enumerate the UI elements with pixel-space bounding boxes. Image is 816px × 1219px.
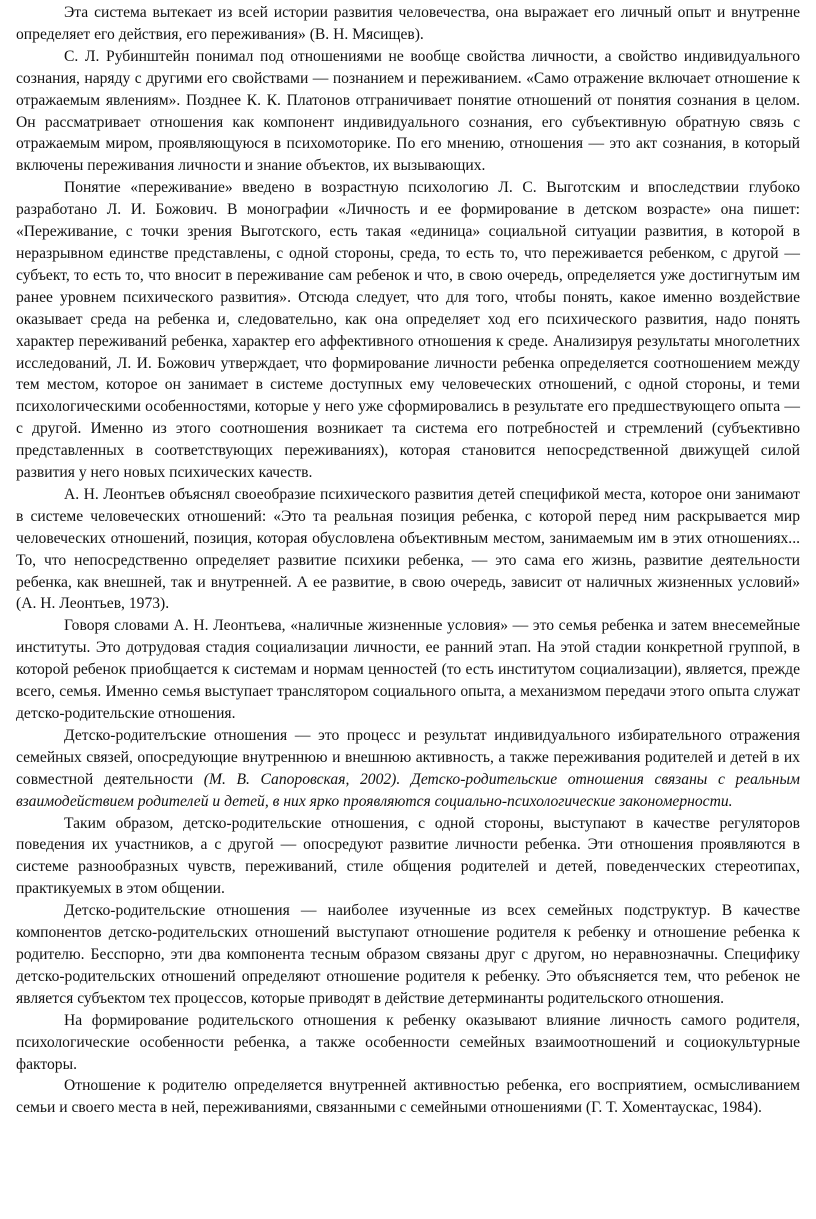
- paragraph-text: Понятие «переживание» введено в возрастную психологию Л. С. Выготским и впоследствии глубоко разработано Л. И. Божович. В монографии «Личность и ее формирование в детском возрасте» она пишет: «Переживание, с точки зрения Выготского, есть такая «единица» социальной ситуации развития, в которой в неразрывном единстве представлены, с одной стороны, среда, то есть то, что переживается ребенком, с другой — субъект, то есть то, что вносит в переживание сам ребенок и что, в свою очередь, определяется уже достигнутым им ранее уровнем психического развития». Отсюда следует, что для того, чтобы понять, какое именно воздействие оказывает среда на ребенка и, следовательно, как она определяет ход его психического развития, надо понять характер переживаний ребенка, характер его аффективного отношения к среде. Анализируя результаты многолетних исследований, Л. И. Божович утверждает, что формирование личности ребенка определяется соотношением между тем местом, которое он занимает в системе доступных ему человеческих отношений, с одной стороны, и теми психологическими особенностями, которые у него уже сформировались в результате его предшествующего опыта — с другой. Именно из этого соотношения возникает та система его потребностей и стремлений (субъективно представленных в соответствующих переживаниях), которая становится непосредственной движущей силой развития у него новых психических качеств.: [16, 179, 800, 482]
- paragraph: [16, 1075, 800, 1119]
- paragraph: [16, 1010, 800, 1076]
- paragraph: [16, 177, 800, 484]
- paragraph: [16, 2, 800, 46]
- paragraph: [16, 46, 800, 177]
- paragraph-text: А. Н. Леонтьев объяснял своеобразие психического развития детей спецификой места, которое они занимают в системе человеческих отношений: «Это та реальная позиция ребенка, с которой перед ним раскрывается мир человеческих отношений, позиция, которая обусловлена объективным местом, занимаемым им в этих отношениях... То, что непосредственно определяет развитие психики ребенка, — это сама его жизнь, развитие деятельности ребенка, как внешней, так и внутренней. А ее развитие, в свою очередь, зависит от наличных жизненных условий» (А. Н. Леонтьев, 1973).: [16, 485, 800, 613]
- paragraph: [16, 484, 800, 615]
- paragraph-text: С. Л. Рубинштейн понимал под отношениями не вообще свойства личности, а свойство индивидуального сознания, наряду с другими его свойствами — познанием и переживанием. «Само отражение включает отношение к отражаемым явлениям». Позднее К. К. Платонов отграничивает понятие отношений от понятия сознания в целом. Он рассматривает отношения как компонент индивидуального сознания, его субъективную обратную связь с отражаемым миром, проявляющуюся в психомоторике. По его мнению, отношения — это акт сознания, в который включены переживания личности и знание объектов, их вызывающих.: [16, 47, 800, 175]
- paragraph: [16, 813, 800, 901]
- paragraph-text: Эта система вытекает из всей истории развития человечества, она выражает его личный опыт и внутренне определяет его действия, его переживания» (В. Н. Мясищев).: [16, 4, 800, 43]
- paragraph-text: Детско-родителъские отношения — это процесс и результат индивидуального избирательного отражения семейных связей, опосредующие внутреннюю и внешнюю активность, а также переживания родителей и детей в их совместной деятельности: [16, 726, 800, 788]
- paragraph: [16, 725, 800, 813]
- paragraph-text: Отношение к родителю определяется внутренней активностью ребенка, его восприятием, осмысливанием семьи и своего места в ней, переживаниями, связанными с семейными отношениями (Г. Т. Хоментаускас, 1984).: [16, 1077, 800, 1117]
- paragraph: [16, 615, 800, 725]
- paragraph-text: Детско-родительские отношения — наиболее изученные из всех семейных подструктур. В качестве компонентов детско-родительских отношений выступают отношение родителя к ребенку и отношение ребенка к родителю. Бесспорно, эти два компонента тесным образом связаны друг с другом, но неравнозначны. Специфику детско-родительских отношений определяют отношение родителя к ребенку. Это объясняется тем, что ребенок не является субъектом тех процессов, которые приводят в действие детерминанты родительского отношения.: [16, 902, 800, 1007]
- paragraph-italic-text: (М. В. Сапоровская, 2002). Детско-родительские отношения связаны с реальным взаимодействием родителей и детей, в них ярко проявляются социально-психологические закономерности.: [16, 770, 801, 810]
- paragraph-text: Таким образом, детско-родительские отношения, с одной стороны, выступают в качестве регуляторов поведения их участников, а с другой — опосредуют развитие личности ребенка. Эти отношения проявляются в системе разнообразных чувств, переживаний, стиле общения родителей и детей, поведенческих стереотипах, практикуемых в этом общении.: [16, 814, 800, 898]
- paragraph: [16, 900, 800, 1010]
- paragraph-text: На формирование родительского отношения к ребенку оказывают влияние личность самого родителя, психологические особенности ребенка, а также особенности семейных взаимоотношений и социокультурные факторы.: [16, 1011, 800, 1073]
- paragraph-text: Говоря словами А. Н. Леонтьева, «наличные жизненные условия» — это семья ребенка и затем внесемейные институты. Это дотрудовая стадия социализации личности, ее ранний этап. На этой стадии конкретной группой, в которой ребенок приобщается к системам и нормам ценностей (то есть институтом социализации), является, прежде всего, семья. Именно семья выступает транслятором социального опыта, а механизмом передачи этого опыта служат детско-родительские отношения.: [16, 617, 800, 722]
